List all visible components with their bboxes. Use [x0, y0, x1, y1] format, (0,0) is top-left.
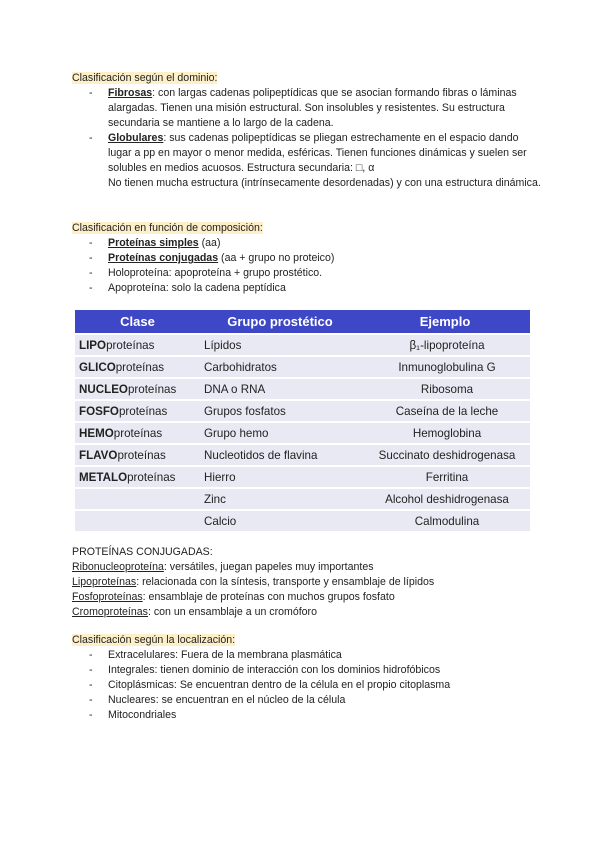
class-suffix: proteínas: [118, 404, 168, 418]
section-localizacion: [72, 633, 542, 723]
list-item: - Mitocondriales: [72, 708, 542, 723]
class-suffix: proteínas: [115, 360, 165, 374]
class-prefix: HEMO: [79, 426, 114, 440]
table-row: [75, 466, 530, 488]
item-text: : versátiles, juegan papeles muy importantes: [163, 561, 374, 573]
conjugated-proteins-table: [75, 310, 530, 531]
header-grupo: Grupo prostético: [200, 310, 360, 334]
list-item: - Apoproteína: solo la cadena peptídica: [72, 281, 542, 296]
item-text: : sus cadenas polipeptídicas se pliegan estrechamente en el espacio dando lugar a pp en mayor o menor medida, esféricas. Tienen funciones dinámicas y suelen ser solubles en medios acuosos. Estructura secundaria: □, α: [108, 132, 527, 174]
cell-ejemplo: Calmodulina: [360, 510, 530, 531]
list-item: - Extracelulares: Fuera de la membrana plasmática: [72, 648, 542, 663]
cell-clase: [75, 510, 200, 531]
class-prefix: NUCLEO: [79, 382, 128, 396]
list-item: [72, 605, 542, 620]
header-ejemplo: Ejemplo: [360, 310, 530, 334]
section-composicion: [72, 221, 542, 296]
cell-ejemplo: Caseína de la leche: [360, 400, 530, 422]
class-suffix: proteínas: [127, 470, 176, 484]
list-item: [72, 590, 542, 605]
section-conjugadas: [72, 545, 542, 620]
item-extra: No tienen mucha estructura (intrínsecamente desordenadas) y con una estructura dinámica.: [108, 177, 541, 189]
cell-ejemplo: Hemoglobina: [360, 422, 530, 444]
term: Proteínas conjugadas: [108, 252, 219, 264]
cell-grupo: Grupo hemo: [200, 422, 360, 444]
cell-ejemplo: Ferritina: [360, 466, 530, 488]
term: Fibrosas: [108, 87, 153, 99]
cell-ejemplo: Succinato deshidrogenasa: [360, 444, 530, 466]
table-row: [75, 400, 530, 422]
item-text: : ensamblaje de proteínas con muchos grupos fosfato: [142, 591, 395, 603]
cell-grupo: DNA o RNA: [200, 378, 360, 400]
table-row: [75, 334, 530, 356]
cell-grupo: Nucleotidos de flavina: [200, 444, 360, 466]
cell-clase: [75, 444, 200, 466]
table-row: [75, 378, 530, 400]
section-heading: Clasificación en función de composición:: [72, 222, 263, 234]
term: Proteínas simples: [108, 237, 199, 249]
cell-ejemplo: Inmunoglobulina G: [360, 356, 530, 378]
cell-clase: [75, 422, 200, 444]
table-row: [75, 422, 530, 444]
table-row: [75, 356, 530, 378]
class-suffix: proteínas: [127, 382, 177, 396]
cell-grupo: Grupos fosfatos: [200, 400, 360, 422]
cell-clase: [75, 488, 200, 510]
class-suffix: proteínas: [106, 338, 155, 352]
class-suffix: proteínas: [117, 448, 166, 462]
table-row: [75, 488, 530, 510]
cell-grupo: Zinc: [200, 488, 360, 510]
cell-ejemplo: Alcohol deshidrogenasa: [360, 488, 530, 510]
cell-grupo: Carbohidratos: [200, 356, 360, 378]
item-text: (aa + grupo no proteico): [218, 252, 335, 264]
list-item: [72, 86, 542, 131]
list-item: - Integrales: tienen dominio de interacción con los dominios hidrofóbicos: [72, 663, 542, 678]
class-prefix: METALO: [79, 470, 128, 484]
list-item: [72, 575, 542, 590]
table-row: [75, 510, 530, 531]
header-clase: Clase: [75, 310, 200, 334]
table-row: [75, 444, 530, 466]
term: Lipoproteínas: [72, 576, 137, 588]
cell-clase: [75, 356, 200, 378]
term: Globulares: [108, 132, 164, 144]
cell-ejemplo: β₁-lipoproteína: [360, 334, 530, 356]
item-text: : con un ensamblaje a un cromóforo: [147, 606, 317, 618]
section-heading: Clasificación según el dominio:: [72, 72, 218, 84]
class-suffix: proteínas: [113, 426, 163, 440]
cell-clase: [75, 378, 200, 400]
list-item: [72, 236, 542, 251]
list-item: - Citoplásmicas: Se encuentran dentro de la célula en el propio citoplasma: [72, 678, 542, 693]
term: Fosfoproteínas: [72, 591, 143, 603]
cell-clase: [75, 400, 200, 422]
list-item: [72, 251, 542, 266]
section-heading: Clasificación según la localización:: [72, 634, 236, 646]
term: Ribonucleoproteína: [72, 561, 164, 573]
class-prefix: FLAVO: [79, 448, 118, 462]
list-item: - Holoproteína: apoproteína + grupo prostético.: [72, 266, 542, 281]
item-text: (aa): [198, 237, 221, 249]
item-text: : relacionada con la síntesis, transporte y ensamblaje de lípidos: [136, 576, 435, 588]
list-item: [72, 560, 542, 575]
list-item: - Nucleares: se encuentran en el núcleo de la célula: [72, 693, 542, 708]
list-item: [72, 131, 542, 191]
cell-grupo: Calcio: [200, 510, 360, 531]
section-dominio: [72, 71, 542, 191]
item-text: : con largas cadenas polipeptídicas que se asocian formando fibras o láminas alargadas. Tienen una misión estructural. Son insolubles y resistentes. Su estructura secundaria se mantiene a lo largo de la cadena.: [108, 87, 517, 129]
cell-ejemplo: Ribosoma: [360, 378, 530, 400]
cell-clase: [75, 334, 200, 356]
cell-grupo: Lípidos: [200, 334, 360, 356]
section-heading: PROTEÍNAS CONJUGADAS:: [72, 546, 213, 558]
class-prefix: LIPO: [79, 338, 107, 352]
cell-clase: [75, 466, 200, 488]
class-prefix: GLICO: [79, 360, 116, 374]
class-prefix: FOSFO: [79, 404, 119, 418]
cell-grupo: Hierro: [200, 466, 360, 488]
term: Cromoproteínas: [72, 606, 148, 618]
